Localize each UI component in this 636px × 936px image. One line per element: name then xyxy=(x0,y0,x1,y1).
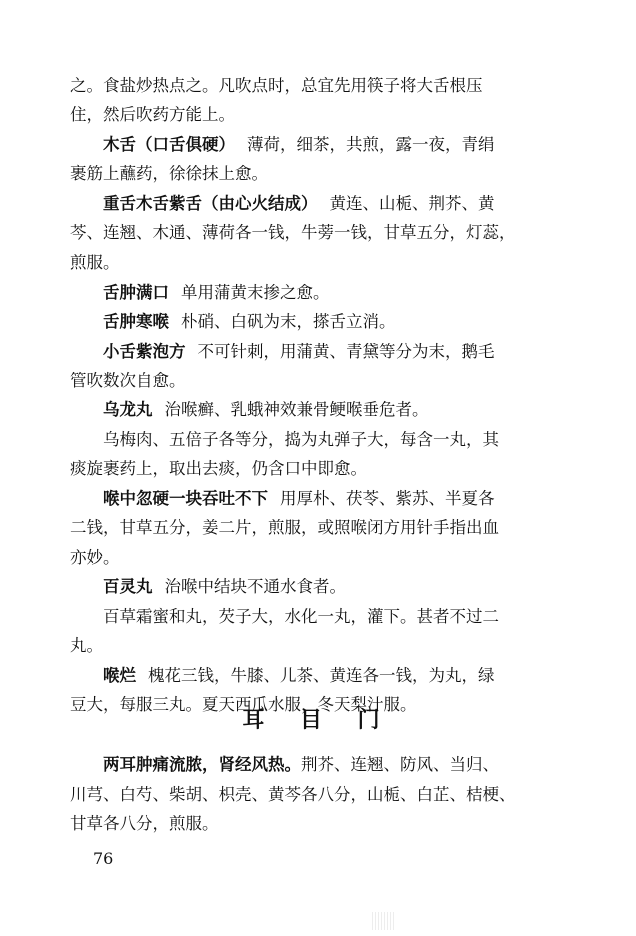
text-line: 住，然后吹药方能上。 xyxy=(70,105,235,124)
text-line: 裹筋上蘸药，徐徐抹上愈。 xyxy=(70,164,268,183)
entry-heading: 木舌（口舌俱硬） xyxy=(103,135,235,154)
entry-line: 木舌（口舌俱硬） 薄荷，细茶，共煎，露一夜，青绢 xyxy=(103,135,495,154)
entry-heading: 百灵丸 xyxy=(103,577,153,596)
entry-heading: 喉烂 xyxy=(103,666,136,685)
entry-heading: 舌肿寒喉 xyxy=(103,312,169,331)
text-line: 丸。 xyxy=(70,636,103,655)
text-line: 二钱，甘草五分，姜二片，煎服，或照喉闭方用针手指出血 xyxy=(70,518,499,537)
entry-line: 百灵丸 治喉中结块不通水食者。 xyxy=(103,577,346,596)
text-line: 煎服。 xyxy=(70,253,120,272)
text-line: 豆大，每服三丸。夏天西瓜水服，冬天梨汁服。 xyxy=(70,695,417,714)
scan-artifact xyxy=(372,912,394,930)
entry-line: 喉烂 槐花三钱，牛膝、儿茶、黄连各一钱，为丸，绿 xyxy=(103,666,495,685)
text-line: 百草霜蜜和丸，芡子大，水化一丸，灌下。甚者不过二 xyxy=(103,607,499,626)
entry-heading: 重舌木舌紫舌（由心火结成） xyxy=(103,194,318,213)
entry-heading: 喉中忽硬一块吞吐不下 xyxy=(103,489,268,508)
entry-heading: 两耳肿痛流脓，肾经风热。 xyxy=(103,755,301,774)
text-line: 管吹数次自愈。 xyxy=(70,371,186,390)
entry-heading: 舌肿满口 xyxy=(103,283,169,302)
entry-heading: 乌龙丸 xyxy=(103,400,153,419)
text-line: 亦妙。 xyxy=(70,548,120,567)
entry-line: 两耳肿痛流脓，肾经风热。荆芥、连翘、防风、当归、 xyxy=(103,755,499,774)
text-line: 乌梅肉、五倍子各等分，捣为丸弹子大，每含一丸，其 xyxy=(103,430,499,449)
text-line: 芩、连翘、木通、薄荷各一钱，牛蒡一钱，甘草五分，灯蕊， xyxy=(70,223,516,242)
text-line: 甘草各八分，煎服。 xyxy=(70,814,219,833)
entry-heading: 小舌紫泡方 xyxy=(103,342,186,361)
page-number: 76 xyxy=(93,849,114,868)
text-line: 川芎、白芍、柴胡、枳壳、黄芩各八分，山栀、白芷、桔梗、 xyxy=(70,785,516,804)
entry-line: 小舌紫泡方 不可针刺，用蒲黄、青黛等分为末，鹅毛 xyxy=(103,342,495,361)
entry-line: 重舌木舌紫舌（由心火结成） 黄连、山栀、荆芥、黄 xyxy=(103,194,495,213)
text-line: 痰旋裹药上，取出去痰，仍含口中即愈。 xyxy=(70,459,367,478)
text-line: 之。食盐炒热点之。凡吹点时，总宜先用筷子将大舌根压 xyxy=(70,76,483,95)
entry-line: 舌肿寒喉 朴硝、白矾为末，搽舌立消。 xyxy=(103,312,396,331)
entry-line: 舌肿满口 单用蒲黄末掺之愈。 xyxy=(103,283,330,302)
section-title: 耳 目 门 xyxy=(242,707,394,733)
entry-line: 乌龙丸 治喉癣、乳蛾神效兼骨鲠喉垂危者。 xyxy=(103,400,429,419)
entry-line: 喉中忽硬一块吞吐不下 用厚朴、茯苓、紫苏、半夏各 xyxy=(103,489,495,508)
